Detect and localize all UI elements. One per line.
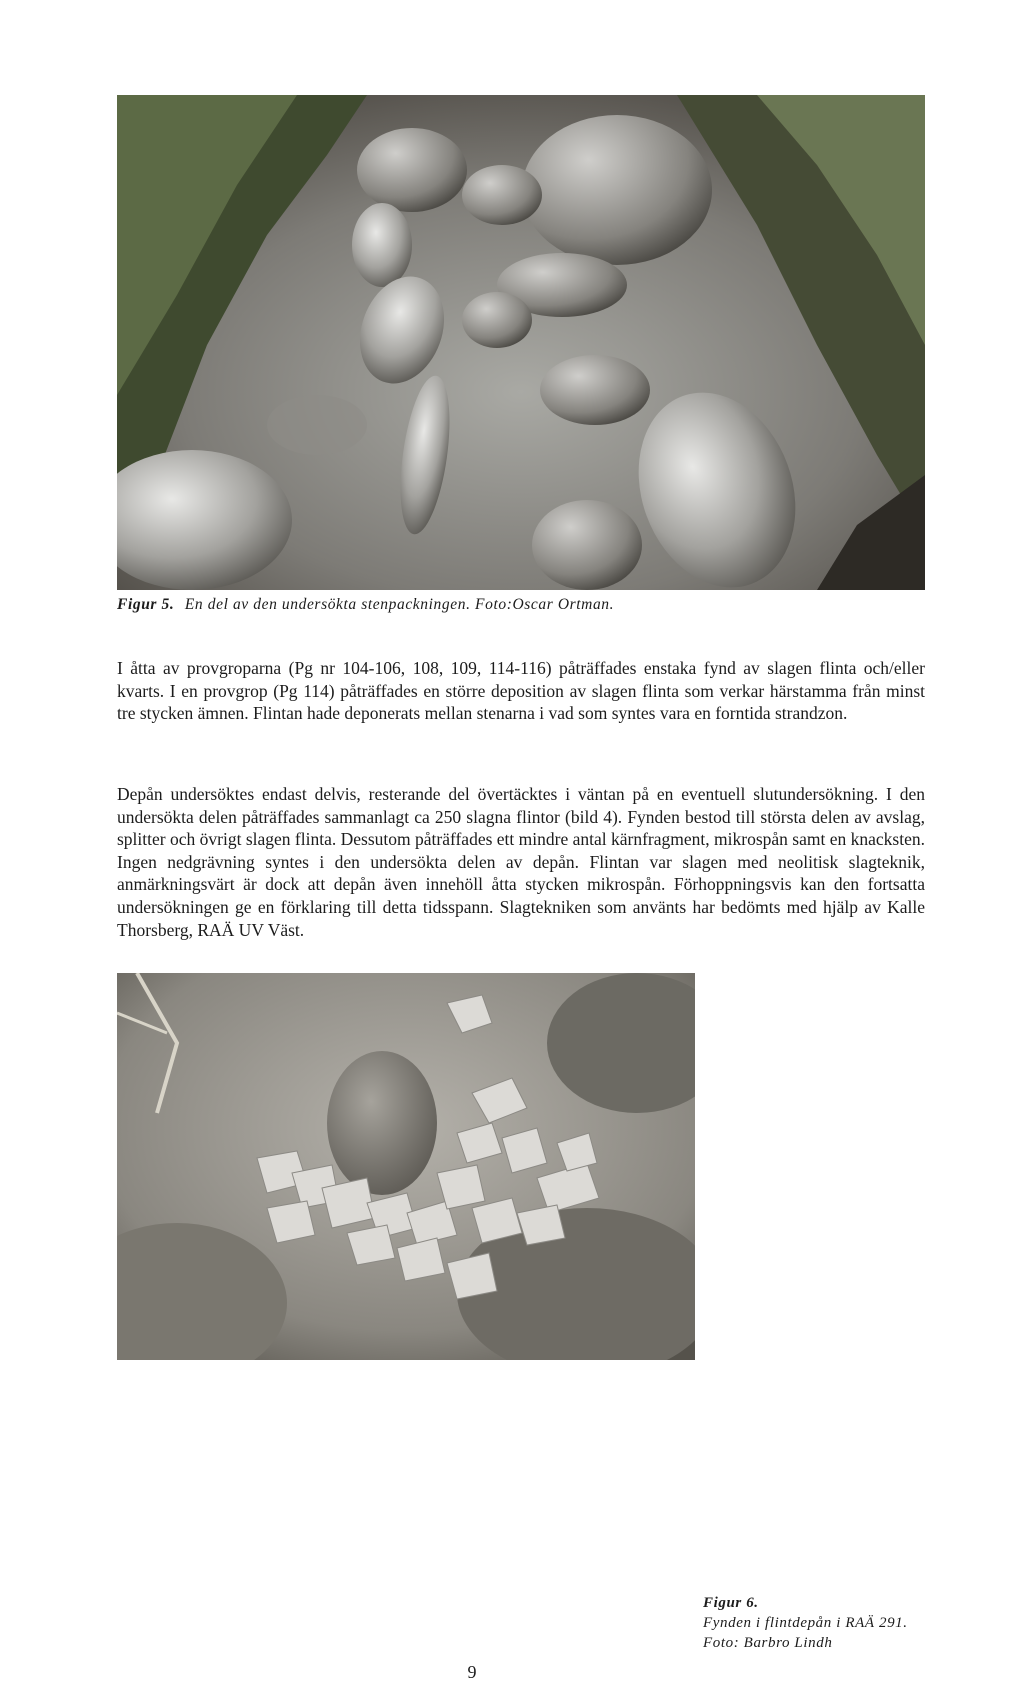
figure-6-label: Figur 6.	[703, 1595, 759, 1611]
paragraph-2: Depån undersöktes endast delvis, resterande del övertäcktes i väntan på en eventuell slutundersökning. I den undersökta delen påträffades sammanlagt ca 250 slagna flintor (bild 4). Fynden bestod till största delen av avslag, splitter och övrigt slagen flinta. Dessutom påträffades ett mindre antal kärnfragment, mikrospån samt en knacksten. Ingen nedgrävning syntes i den undersökta delen av depån. Flintan var slagen med neolitisk slagteknik, anmärkningsvärt är dock att depån även innehöll åtta stycken mikrospån. Förhoppningsvis kan den fortsatta undersökningen ge en förklaring till detta tidsspann. Slagtekniken som använts har bedömts med hjälp av Kalle Thorsberg, RAÄ UV Väst.	[117, 784, 925, 940]
figure-5-caption-text: En del av den undersökta stenpackningen. Foto:Oscar Ortman.	[184, 596, 615, 613]
figure-6-caption-line-2: Foto: Barbro Lindh	[703, 1635, 833, 1651]
figure-5-label: Figur 5.	[117, 596, 175, 613]
figure-6-caption-line-1: Fynden i flintdepån i RAÄ 291.	[703, 1615, 908, 1631]
figure-5-photo	[117, 95, 925, 590]
page-number: 9	[467, 1662, 477, 1682]
paragraph-1: I åtta av provgroparna (Pg nr 104-106, 108, 109, 114-116) påträffades enstaka fynd av slagen flinta och/eller kvarts. I en provgrop (Pg 114) påträffades en större deposition av slagen flinta som verkar härstamma från minst tre stycken ämnen. Flintan hade deponerats mellan stenarna i vad som syntes vara en forntida strandzon.	[117, 658, 925, 724]
figure-5-caption	[117, 596, 925, 614]
figure-6-photo	[117, 973, 695, 1360]
figure-6-caption	[703, 1593, 943, 1653]
